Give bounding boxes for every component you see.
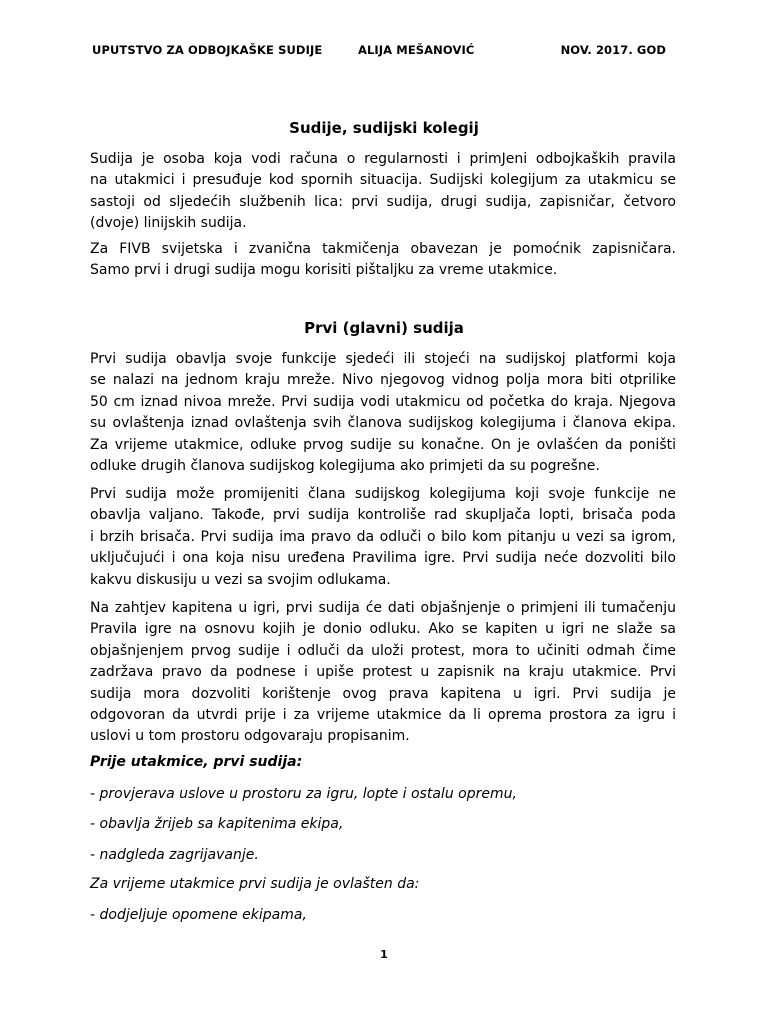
text-line: uslovi u tom prostoru odgovaraju propisanim. [90,728,410,745]
paragraph-captain-protest [90,598,676,748]
text-line: zadržava pravo da podnese i upiše protest u zapisnik na kraju utakmice. Prvi [90,664,676,681]
header-author: ALIJA MEŠANOVIĆ [358,43,475,57]
paragraph-first-referee-powers [90,484,676,591]
page-header [92,43,666,63]
text-line: na utakmici i presuđuje kod spornih situacija. Sudijski kolegijum za utakmicu se [90,172,676,189]
before-match-heading: Prije utakmice, prvi sudija: [90,754,303,770]
text-line: i brzih brisača. Prvi sudija ima pravo da odluči o bilo kom pitanju u vezi sa igrom, [90,528,676,545]
list-item: - nadgleda zagrijavanje. [90,847,259,863]
paragraph-first-referee-role [90,349,676,477]
list-item: - dodjeljuje opomene ekipama, [90,907,307,923]
text-line: se nalazi na jednom kraju mreže. Nivo njegovog vidnog polja mora biti otprilike [90,372,676,389]
text-line: sastoji od sljedećih službenih lica: prvi sudija, drugi sudija, zapisničar, četvoro [90,193,676,210]
text-line: Za vrijeme utakmice, odluke prvog sudije su konačne. On je ovlašćen da poništi [90,436,676,453]
header-date: NOV. 2017. GOD [560,43,666,57]
text-line: Prvi sudija obavlja svoje funkcije sjedeći ili stojeći na sudijskoj platformi koja [90,351,676,367]
text-line: obavlja valjano. Takođe, prvi sudija kontroliše rad skupljača lopti, brisača poda [90,507,676,524]
text-line: odgovoran da utvrdi prije i za vrijeme utakmice da li oprema prostora za igru i [90,707,676,724]
text-line: Samo prvi i drugi sudija mogu korisiti pištaljku za vreme utakmice. [90,262,558,279]
list-item: - obavlja žrijeb sa kapitenima ekipa, [90,816,344,832]
text-line: (dvoje) linijskih sudija. [90,215,247,232]
text-line: odluke drugih članova sudijskog kolegijuma ako primjeti da su pogrešne. [90,458,600,475]
paragraph-referee-definition [90,149,676,235]
text-line: uključujući i ona koja nisu uređena Pravilima igre. Prvi sudija neće dozvoliti bilo [90,550,676,567]
section-heading-referees: Sudije, sudijski kolegij [289,119,479,137]
list-item: - provjerava uslove u prostoru za igru, lopte i ostalu opremu, [90,786,517,802]
text-line: sudija mora dozvoliti korištenje ovog prava kapitena u igri. Prvi sudija je [90,685,676,702]
text-line: Za FIVB svijetska i zvanična takmičenja obavezan je pomoćnik zapisničara. [90,241,676,257]
text-line: Na zahtjev kapitena u igri, prvi sudija će dati objašnjenje o primjeni ili tumačenju [90,600,676,616]
paragraph-fivb-assistant [90,239,676,282]
section-heading-first-referee: Prvi (glavni) sudija [304,319,464,337]
header-title: UPUTSTVO ZA ODBOJKAŠKE SUDIJE [92,43,323,57]
text-line: Sudija je osoba koja vodi računa o regularnosti i primJeni odbojkaških pravila [90,151,676,167]
text-line: Pravila igre na osnovu kojih je donio odluku. Ako se kapiten u igri ne slaže sa [90,621,676,638]
during-match-heading: Za vrijeme utakmice prvi sudija je ovlašten da: [90,876,420,892]
text-line: su ovlaštenja iznad ovlaštenja svih članova sudijskog kolegijuma i članova ekipa. [90,415,676,432]
text-line: Prvi sudija može promijeniti člana sudijskog kolegijuma koji svoje funkcije ne [90,486,676,502]
text-line: kakvu diskusiju u vezi sa svojim odlukama. [90,571,391,588]
text-line: 50 cm iznad nivoa mreže. Prvi sudija vodi utakmicu od početka do kraja. Njegova [90,393,676,410]
page-number: 1 [380,948,388,961]
text-line: objašnjenjem prvog sudije i odluči da uloži protest, mora to učiniti odmah čime [90,642,676,659]
